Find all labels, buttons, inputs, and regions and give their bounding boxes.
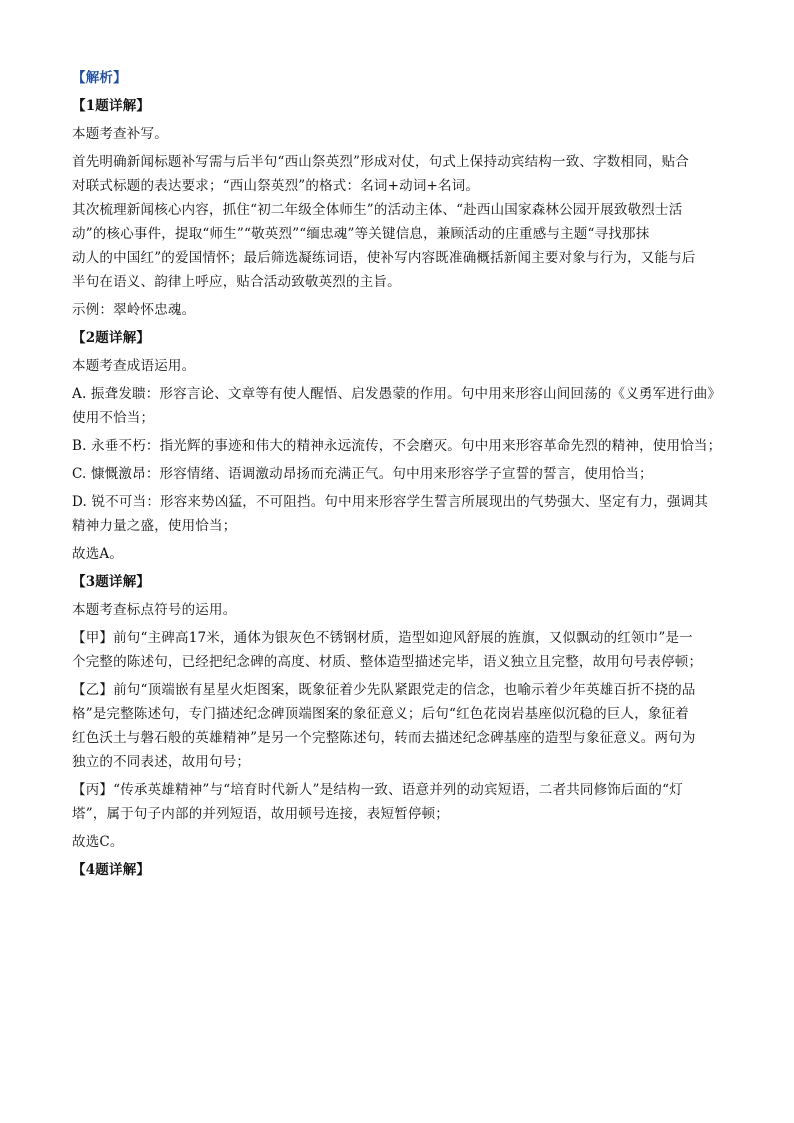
q3-title: 【3题详解】 (72, 574, 151, 590)
q2-line: 使用不恰当； (72, 410, 155, 426)
document-page (72, 66, 724, 882)
q3-line: 独立的不同表述，故用句号； (72, 754, 251, 770)
q3-yi: 【乙】前句“顶端嵌有星星火炬图案，既象征着少先队紧跟党走的信念，也喻示着少年英雄百折不挠的品 (72, 682, 696, 698)
q1-line: 本题考查补写。 (72, 126, 168, 142)
q3-line: 个完整的陈述句，已经把纪念碑的高度、材质、整体造型描述完毕，语义独立且完整，故用句号表停顿； (72, 654, 703, 670)
q1-answer-example: 示例：翠岭怀忠魂。 (72, 302, 196, 318)
q1-line: 首先明确新闻标题补写需与后半句“西山祭英烈”形成对仗，句式上保持动宾结构一致、字数相同，贴合 (72, 154, 690, 170)
q3-line: 格”是完整陈述句，专门描述纪念碑顶端图案的象征意义；后句“红色花岗岩基座似沉稳的巨人，象征着 (72, 706, 690, 722)
q1-line: 动人的中国红”的爱国情怀；最后筛选凝练词语，使补写内容既准确概括新闻主要对象与行为，又能与后 (72, 250, 696, 266)
q1-line: 动”的核心事件，提取“师生”“敬英烈”“缅忠魂”等关键信息，兼顾活动的庄重感与主题“寻找那抹 (72, 226, 650, 242)
q2-option-b: B. 永垂不朽：指光辉的事迹和伟大的精神永远流传，不会磨灭。句中用来形容革命先烈的精神，使用恰当； (72, 438, 722, 454)
q2-option-a: A. 振聋发聩：形容言论、文章等有使人醒悟、启发愚蒙的作用。句中用来形容山间回荡的《义勇军进行曲》 (72, 386, 722, 402)
q1-title: 【1题详解】 (72, 98, 151, 114)
q2-option-d: D. 锐不可当：形容来势凶猛，不可阻挡。句中用来形容学生誓言所展现出的气势强大、坚定有力，强调其 (72, 494, 709, 510)
q3-answer: 故选C。 (72, 834, 124, 850)
q1-line: 对联式标题的表达要求；“西山祭英烈”的格式：名词+动词+名词。 (72, 178, 480, 194)
q2-line: 本题考查成语运用。 (72, 358, 196, 374)
q3-bing: 【丙】“传承英雄精神”与“培育时代新人”是结构一致、语意并列的动宾短语，二者共同修饰后面的“灯 (72, 782, 683, 798)
q3-line: 红色沃土与磐石般的英雄精神”是另一个完整陈述句，转而去描述纪念碑基座的造型与象征意义。两句为 (72, 730, 696, 746)
q2-answer: 故选A。 (72, 546, 124, 562)
q1-line: 半句在语义、韵律上呼应，贴合活动致敬英烈的主旨。 (72, 274, 401, 290)
q3-line: 塔”，属于句子内部的并列短语，故用顿号连接，表短暂停顿； (72, 806, 450, 822)
q4-title: 【4题详解】 (72, 862, 151, 878)
q2-title: 【2题详解】 (72, 330, 151, 346)
q3-jia: 【甲】前句“主碑高17米，通体为银灰色不锈钢材质，造型如迎风舒展的旌旗，又似飘动的红领巾”是一 (72, 630, 693, 646)
q2-line: 精神力量之盛，使用恰当； (72, 518, 237, 534)
q3-line: 本题考查标点符号的运用。 (72, 602, 237, 618)
analysis-heading: 【解析】 (72, 70, 127, 86)
q2-option-c: C. 慷慨激昂：形容情绪、语调激动昂扬而充满正气。句中用来形容学子宣誓的誓言，使用恰当； (72, 466, 653, 482)
q1-line: 其次梳理新闻核心内容，抓住“初二年级全体师生”的活动主体、“赴西山国家森林公园开展致敬烈士活 (72, 202, 683, 218)
